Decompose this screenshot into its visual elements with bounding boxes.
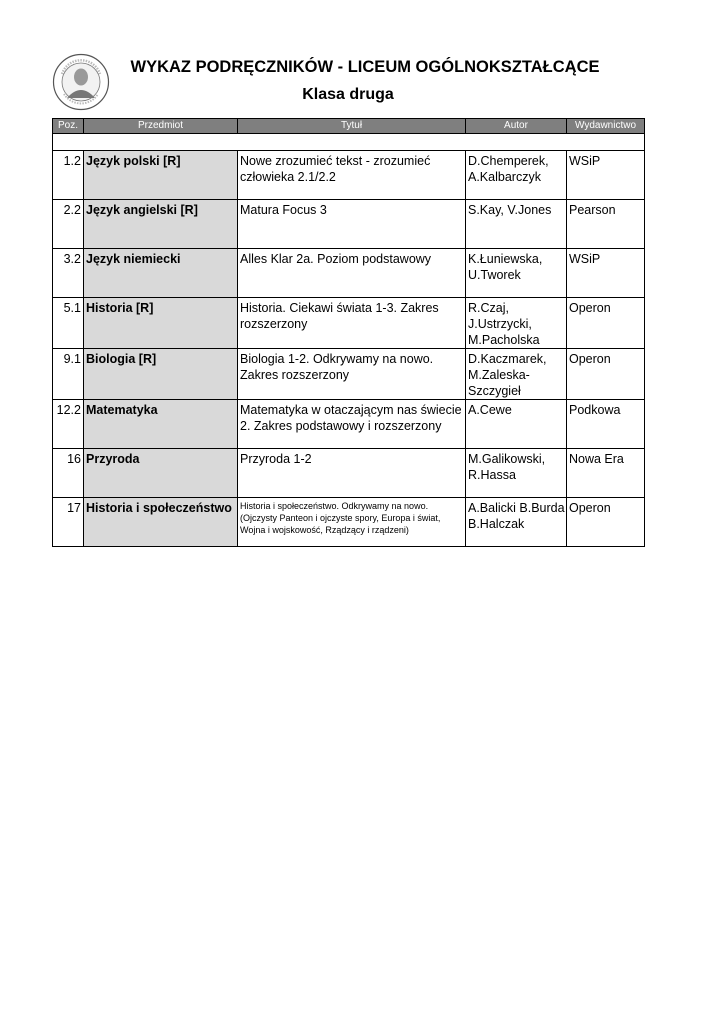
cell-title: Matura Focus 3 (238, 200, 466, 249)
table-row (53, 400, 645, 449)
cell-poz: 2.2 (53, 200, 84, 249)
cell-publisher: Operon (567, 498, 645, 547)
cell-poz: 5.1 (53, 298, 84, 349)
cell-subject: Matematyka (84, 400, 238, 449)
cell-title: Przyroda 1-2 (238, 449, 466, 498)
textbook-table (52, 118, 645, 547)
cell-author: R.Czaj, J.Ustrzycki, M.Pacholska (466, 298, 567, 349)
table-row (53, 249, 645, 298)
cell-title: Alles Klar 2a. Poziom podstawowy (238, 249, 466, 298)
cell-author: S.Kay, V.Jones (466, 200, 567, 249)
table-row (53, 498, 645, 547)
cell-author: K.Łuniewska, U.Tworek (466, 249, 567, 298)
cell-poz: 12.2 (53, 400, 84, 449)
cell-author: M.Galikowski, R.Hassa (466, 449, 567, 498)
table-spacer-row (53, 134, 645, 151)
cell-subject: Język polski [R] (84, 151, 238, 200)
cell-poz: 9.1 (53, 349, 84, 400)
cell-title: Matematyka w otaczającym nas świecie 2. Zakres podstawowy i rozszerzony (238, 400, 466, 449)
cell-subject: Przyroda (84, 449, 238, 498)
table-row (53, 200, 645, 249)
cell-title: Biologia 1-2. Odkrywamy na nowo. Zakres rozszerzony (238, 349, 466, 400)
cell-publisher: Podkowa (567, 400, 645, 449)
cell-title: Nowe zrozumieć tekst - zrozumieć człowieka 2.1/2.2 (238, 151, 466, 200)
cell-poz: 1.2 (53, 151, 84, 200)
table-header-row (53, 119, 645, 134)
table-row (53, 298, 645, 349)
cell-poz: 3.2 (53, 249, 84, 298)
cell-publisher: Nowa Era (567, 449, 645, 498)
cell-subject: Historia i społeczeństwo (84, 498, 238, 547)
column-header-author: Autor (466, 119, 567, 134)
cell-subject: Język angielski [R] (84, 200, 238, 249)
table-row (53, 449, 645, 498)
cell-author: A.Cewe (466, 400, 567, 449)
cell-title: Historia. Ciekawi świata 1-3. Zakres rozszerzony (238, 298, 466, 349)
cell-poz: 17 (53, 498, 84, 547)
cell-author: D.Kaczmarek, M.Zaleska-Szczygieł (466, 349, 567, 400)
column-header-poz: Poz. (53, 119, 84, 134)
table-row (53, 349, 645, 400)
cell-poz: 16 (53, 449, 84, 498)
cell-publisher: Pearson (567, 200, 645, 249)
table-row (53, 151, 645, 200)
cell-subject: Biologia [R] (84, 349, 238, 400)
cell-subject: Język niemiecki (84, 249, 238, 298)
page-title: WYKAZ PODRĘCZNIKÓW - LICEUM OGÓLNOKSZTAŁCĄCE (130, 58, 600, 76)
cell-publisher: Operon (567, 298, 645, 349)
column-header-publisher: Wydawnictwo (567, 119, 645, 134)
cell-author: A.Balicki B.Burda B.Halczak (466, 498, 567, 547)
cell-subject: Historia [R] (84, 298, 238, 349)
school-seal-logo-icon (52, 52, 110, 112)
cell-publisher: Operon (567, 349, 645, 400)
cell-publisher: WSiP (567, 151, 645, 200)
column-header-subject: Przedmiot (84, 119, 238, 134)
page-subtitle: Klasa druga (302, 86, 394, 103)
column-header-title: Tytuł (238, 119, 466, 134)
cell-author: D.Chemperek, A.Kalbarczyk (466, 151, 567, 200)
spacer-cell (53, 134, 645, 151)
cell-title: Historia i społeczeństwo. Odkrywamy na nowo. (Ojczysty Panteon i ojczyste spory, Europa i świat, Wojna i wojskowość, Rządzący i rządzeni) (238, 498, 466, 547)
cell-publisher: WSiP (567, 249, 645, 298)
